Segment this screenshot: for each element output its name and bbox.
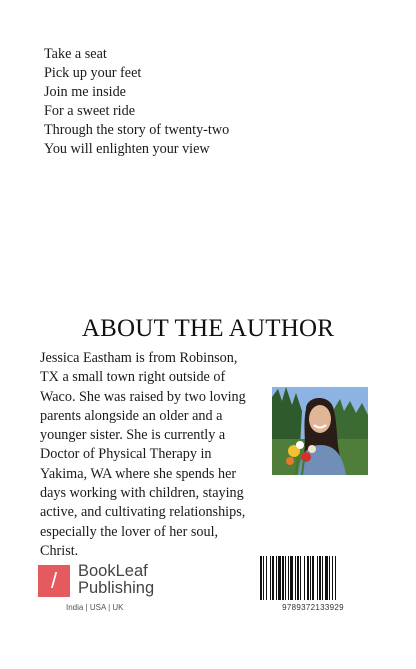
poem-line: You will enlighten your view bbox=[44, 141, 210, 157]
barcode-bars bbox=[259, 556, 367, 600]
poem-line: Join me inside bbox=[44, 84, 126, 100]
publisher-name-line2: Publishing bbox=[78, 579, 155, 597]
poem bbox=[44, 45, 229, 159]
poem-line: Take a seat bbox=[44, 46, 107, 62]
bio-line: days working with children, staying bbox=[40, 485, 244, 502]
bio-line: Christ. bbox=[40, 542, 79, 559]
publisher-logo-mark: / bbox=[38, 565, 70, 597]
publisher-name-line1: BookLeaf bbox=[78, 562, 148, 580]
bio-line: active, and cultivating relationships, bbox=[40, 504, 246, 521]
about-heading: ABOUT THE AUTHOR bbox=[81, 315, 335, 342]
isbn-number: 9789372133929 bbox=[282, 603, 344, 612]
publisher-regions: India | USA | UK bbox=[66, 603, 124, 612]
bio-line: Waco. She was raised by two loving bbox=[40, 388, 246, 405]
publisher-name bbox=[78, 563, 198, 597]
poem-line: Pick up your feet bbox=[44, 65, 142, 81]
publisher-logo bbox=[38, 563, 168, 603]
bio-line: younger sister. She is currently a bbox=[40, 427, 226, 444]
bio-line: Jessica Eastham is from Robinson, bbox=[40, 350, 238, 366]
bio-line: Doctor of Physical Therapy in bbox=[40, 446, 212, 463]
poem-line: For a sweet ride bbox=[44, 103, 136, 119]
poem-line: Through the story of twenty-two bbox=[44, 122, 230, 138]
author-photo bbox=[272, 387, 368, 475]
isbn-barcode bbox=[259, 556, 367, 600]
bio-line: Yakima, WA where she spends her bbox=[40, 465, 237, 482]
bio-line: especially the lover of her soul, bbox=[40, 523, 219, 540]
bio-line: parents alongside an older and a bbox=[40, 407, 223, 424]
author-bio bbox=[40, 349, 266, 561]
author-photo-illustration bbox=[272, 387, 368, 475]
bio-line: TX a small town right outside of bbox=[40, 369, 226, 386]
